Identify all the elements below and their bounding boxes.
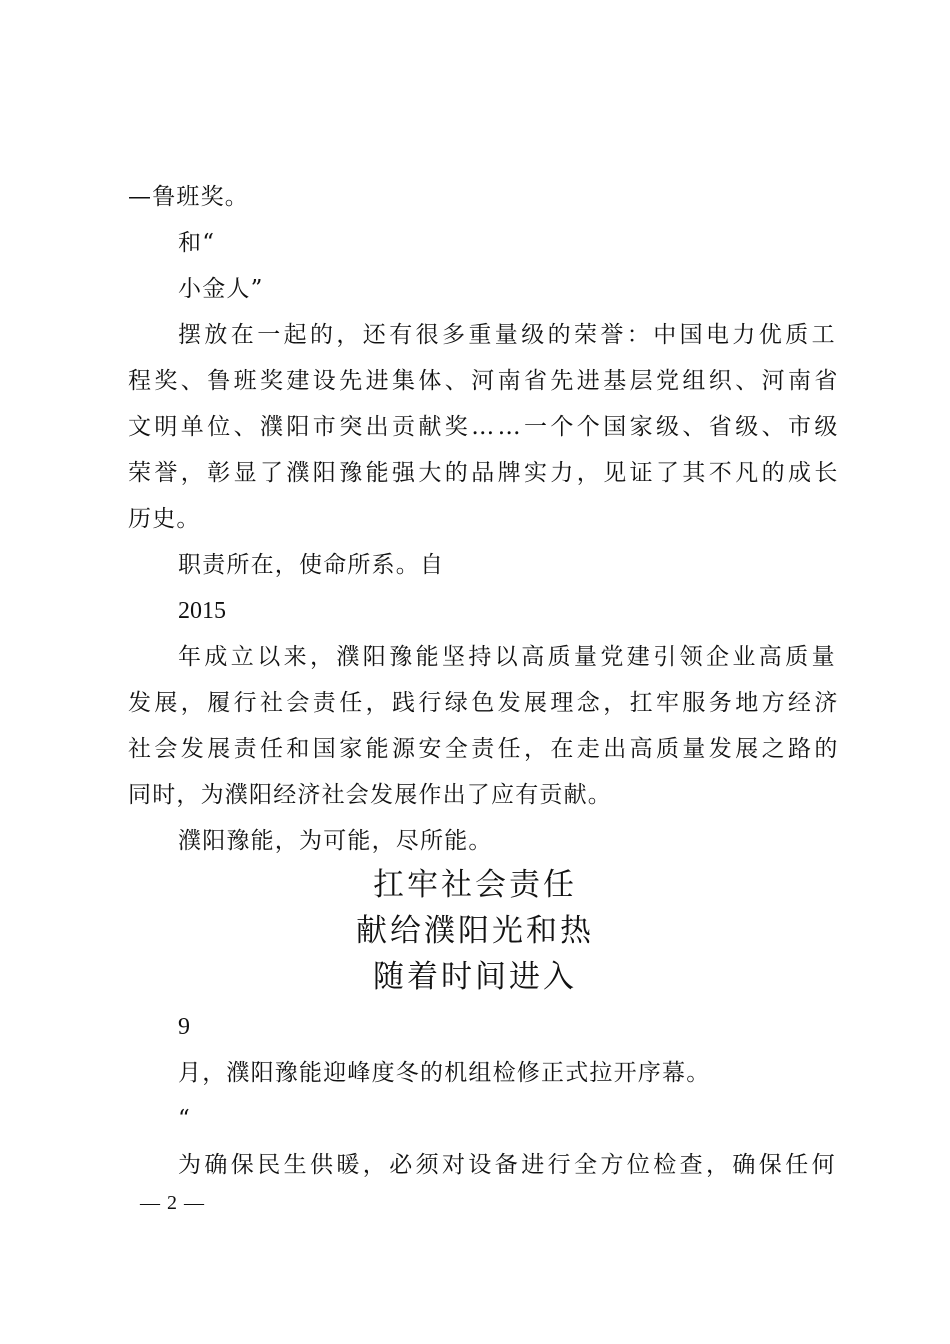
paragraph-text: 和“ — [178, 230, 216, 256]
paragraph-line: 历史。 — [128, 506, 201, 532]
paragraph-line: 程奖、鲁班奖建设先进集体、河南省先进基层党组织、河南省 — [128, 368, 841, 394]
paragraph-line: 文明单位、濮阳市突出贡献奖……一个个国家级、省级、市级 — [128, 414, 841, 440]
page-number: — 2 — — [140, 1192, 205, 1214]
year-text: 2015 — [178, 598, 226, 624]
paragraph-text: 濮阳豫能，为可能，尽所能。 — [178, 828, 493, 854]
paragraph-text: 月，濮阳豫能迎峰度冬的机组检修正式拉开序幕。 — [178, 1060, 711, 1086]
section-heading: 献给濮阳光和热 — [356, 913, 594, 949]
paragraph-text: —鲁班奖。 — [128, 184, 249, 210]
paragraph-line: 同时，为濮阳经济社会发展作出了应有贡献。 — [128, 782, 612, 808]
section-heading: 随着时间进入 — [373, 959, 577, 995]
quote-mark: “ — [178, 1106, 191, 1132]
paragraph-line: 荣誉，彰显了濮阳豫能强大的品牌实力，见证了其不凡的成长 — [128, 460, 841, 486]
paragraph-line: 为确保民生供暖，必须对设备进行全方位检查，确保任何 — [178, 1152, 838, 1178]
month-number: 9 — [178, 1014, 190, 1040]
paragraph-text: 小金人” — [178, 276, 264, 302]
paragraph-text: 职责所在，使命所系。自 — [178, 552, 445, 578]
paragraph-line: 社会发展责任和国家能源安全责任，在走出高质量发展之路的 — [128, 736, 841, 762]
paragraph-line: 发展，履行社会责任，践行绿色发展理念，扛牢服务地方经济 — [128, 690, 841, 716]
paragraph-line: 年成立以来，濮阳豫能坚持以高质量党建引领企业高质量 — [178, 644, 838, 670]
section-heading: 扛牢社会责任 — [373, 867, 577, 903]
paragraph-line: 摆放在一起的，还有很多重量级的荣誉：中国电力优质工 — [178, 322, 838, 348]
